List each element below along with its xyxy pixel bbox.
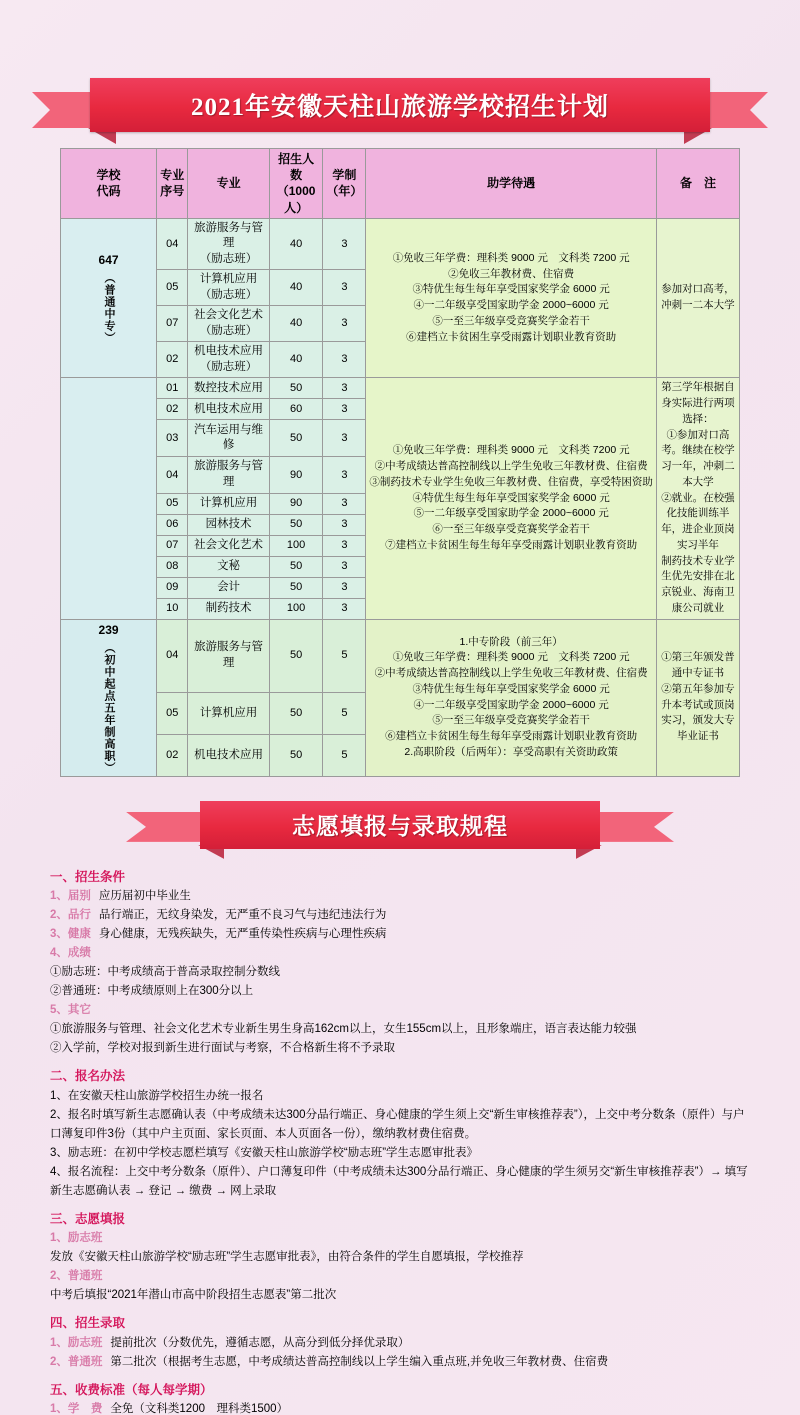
- note-line: 第三学年根据自身实际进行两项选择：: [661, 381, 735, 425]
- school-code-number: 647: [98, 252, 119, 267]
- cell-years: 3: [323, 378, 366, 399]
- aid-line: ⑥一至三年级享受竞赛奖学金若干: [432, 523, 590, 536]
- cell-major: 机电技术应用 （励志班）: [188, 342, 269, 378]
- cell-major-no: 02: [157, 342, 188, 378]
- table-row: [61, 619, 740, 692]
- rule-item-text: 身心健康，无残疾缺失，无严重传染性疾病与心理性疾病: [98, 928, 387, 941]
- cell-enroll: 40: [269, 218, 323, 270]
- cell-major-no: 03: [157, 420, 188, 457]
- rule-item-text: 全免（文科类1200 理科类1500）: [110, 1403, 289, 1415]
- cell-enroll: 100: [269, 535, 323, 556]
- rule-item: [50, 906, 750, 925]
- aid-line: ②免收三年教材费、住宿费: [448, 267, 575, 280]
- rule-item-label: 4、成绩: [50, 947, 91, 960]
- section-3-items: [50, 1229, 750, 1305]
- cell-enroll: 100: [269, 598, 323, 619]
- cell-years: 3: [323, 457, 366, 494]
- cell-major-no: 07: [157, 535, 188, 556]
- cell-major: 会计: [188, 577, 269, 598]
- aid-line: ④特优生每生每年享受国家奖学金 6000 元: [412, 491, 610, 504]
- enrollment-plan-table-wrap: [60, 148, 740, 777]
- th-enroll-label: 招生人数 （1000 人）: [276, 152, 316, 215]
- rule-item-text: 提前批次（分数优先，遵循志愿，从高分到低分择优录取）: [110, 1336, 410, 1349]
- th-major-no-label: 专业 序号: [160, 168, 185, 199]
- th-school-code-label: 学校 代码: [96, 168, 121, 199]
- cell-years: 5: [323, 693, 366, 735]
- th-years: [323, 149, 366, 219]
- cell-school-code: [61, 218, 157, 378]
- plan-title: 2021年安徽天柱山旅游学校招生计划: [190, 94, 609, 121]
- section-4-items: [50, 1334, 750, 1372]
- aid-line: ①免收三年学费：理科类 9000 元 文科类 7200 元: [392, 651, 630, 664]
- cell-years: 3: [323, 218, 366, 270]
- rule-item: [50, 925, 750, 944]
- cell-enroll: 60: [269, 399, 323, 420]
- cell-enroll: 50: [269, 577, 323, 598]
- note-line: 制药技术专业学生优先安排在北京锐业、海南卫康公司就业: [661, 554, 735, 614]
- aid-line: ③制药技术专业学生免收三年教材费、住宿费，享受特困资助: [369, 475, 653, 488]
- aid-line: ①免收三年学费：理科类 9000 元 文科类 7200 元: [392, 251, 630, 264]
- cell-major: 文秘: [188, 556, 269, 577]
- cell-major: 旅游服务与管理: [188, 457, 269, 494]
- rules-banner: [200, 801, 600, 849]
- note-line: 参加对口高考，冲刺一二本大学: [661, 283, 735, 312]
- plan-banner: [90, 78, 710, 132]
- section-2-heading: 二、报名办法: [50, 1069, 126, 1084]
- rule-item-label: 5、其它: [50, 1004, 91, 1017]
- cell-note: [656, 619, 739, 776]
- section-2-items: [50, 1087, 750, 1201]
- cell-major: 社会文化艺术: [188, 535, 269, 556]
- rule-item: [50, 1334, 750, 1353]
- rule-line: 3、励志班：在初中学校志愿栏填写《安徽天柱山旅游学校“励志班”学生志愿审批表》: [50, 1146, 479, 1159]
- aid-line: ③特优生每生每年享受国家奖学金 6000 元: [412, 682, 610, 695]
- cell-enroll: 50: [269, 514, 323, 535]
- aid-line: ③特优生每生每年享受国家奖学金 6000 元: [412, 283, 610, 296]
- cell-major: 计算机应用: [188, 493, 269, 514]
- cell-major: 社会文化艺术 （励志班）: [188, 306, 269, 342]
- cell-years: 3: [323, 535, 366, 556]
- rule-item-label: 2、品行: [50, 909, 91, 922]
- th-note: [656, 149, 739, 219]
- cell-note: [656, 218, 739, 378]
- cell-major: 机电技术应用: [188, 734, 269, 776]
- cell-years: 3: [323, 493, 366, 514]
- aid-line: ④一二年级享受国家助学金 2000~6000 元: [413, 299, 609, 312]
- ribbon2-tail-right: [588, 812, 674, 842]
- section-5-heading: 五、收费标准（每人每学期）: [50, 1382, 213, 1397]
- cell-major: 旅游服务与管理 （励志班）: [188, 218, 269, 270]
- rule-subheading: 1、励志班: [50, 1232, 103, 1245]
- aid-line: ②中考成绩达普高控制线以上学生免收三年教材费、住宿费: [374, 667, 648, 680]
- rule-line: ②入学前，学校对报到新生进行面试与考察，不合格新生将不予录取: [50, 1042, 395, 1055]
- cell-enroll: 50: [269, 556, 323, 577]
- rule-item: [50, 1353, 750, 1372]
- cell-major: 计算机应用: [188, 693, 269, 735]
- rule-item-text: 品行端正，无纹身染发，无严重不良习气与违纪违法行为: [98, 909, 387, 922]
- cell-major-no: 07: [157, 306, 188, 342]
- cell-major-no: 09: [157, 577, 188, 598]
- aid-line: ⑦建档立卡贫困生每生每年享受雨露计划职业教育资助: [385, 538, 638, 551]
- table-row: [61, 378, 740, 399]
- cell-enroll: 50: [269, 693, 323, 735]
- rule-line: 中考后填报“2021年潜山市高中阶段招生志愿表”第二批次: [50, 1289, 337, 1302]
- rule-line: 2、报名时填写新生志愿确认表（中考成绩未达300分品行端正、身心健康的学生须上交“新生审核推荐表”），上交中考分数条（原件）与户口薄复印件3份（其中户主页面、家长页面、本人页面各一份），缴纳教材费住宿费。: [50, 1108, 745, 1140]
- cell-major-no: 02: [157, 734, 188, 776]
- rule-item-label: 2、普通班: [50, 1355, 103, 1368]
- cell-enroll: 50: [269, 619, 323, 692]
- school-code-number: 239: [98, 622, 119, 637]
- th-aid-label: 助学待遇: [487, 176, 536, 191]
- cell-major-no: 10: [157, 598, 188, 619]
- rules-section: [50, 867, 750, 1415]
- cell-enroll: 50: [269, 734, 323, 776]
- rule-line: 1、在安徽天柱山旅游学校招生办统一报名: [50, 1089, 264, 1102]
- cell-major: 园林技术: [188, 514, 269, 535]
- rule-item: [50, 944, 750, 963]
- cell-major: 汽车运用与维修: [188, 420, 269, 457]
- cell-enroll: 50: [269, 378, 323, 399]
- cell-aid: [366, 619, 657, 776]
- cell-enroll: 40: [269, 306, 323, 342]
- rule-item-text: 应历届初中毕业生: [98, 890, 191, 903]
- section-1-heading: 一、招生条件: [50, 869, 126, 884]
- rules-banner-body: [200, 801, 600, 849]
- cell-years: 3: [323, 556, 366, 577]
- cell-years: 3: [323, 598, 366, 619]
- cell-years: 3: [323, 342, 366, 378]
- note-line: ②就业。在校强化技能训练半年，进企业顶岗实习半年: [661, 491, 735, 551]
- th-aid: [366, 149, 657, 219]
- rule-subheading: 2、普通班: [50, 1270, 103, 1283]
- th-major: [188, 149, 269, 219]
- th-school-code: [61, 149, 157, 219]
- th-major-label: 专业: [216, 176, 241, 191]
- cell-years: 3: [323, 270, 366, 306]
- rule-item-label: 1、学 费: [50, 1403, 103, 1415]
- cell-major: 数控技术应用: [188, 378, 269, 399]
- aid-line: ⑥建档立卡贫困生享受雨露计划职业教育资助: [406, 330, 617, 343]
- cell-major-no: 05: [157, 693, 188, 735]
- rule-item: [50, 887, 750, 906]
- cell-years: 3: [323, 306, 366, 342]
- cell-major-no: 02: [157, 399, 188, 420]
- section-1-items: [50, 887, 750, 1058]
- cell-major-no: 05: [157, 270, 188, 306]
- note-line: ①参加对口高考。继续在校学习一年，冲刺二本大学: [661, 428, 735, 488]
- cell-major: 计算机应用 （励志班）: [188, 270, 269, 306]
- cell-major-no: 08: [157, 556, 188, 577]
- section-3-heading: 三、志愿填报: [50, 1211, 126, 1226]
- rule-line: ①励志班：中考成绩高于普高录取控制分数线: [50, 966, 280, 979]
- rule-item-label: 3、健康: [50, 928, 91, 941]
- rule-item-label: 1、届别: [50, 890, 91, 903]
- cell-enroll: 90: [269, 493, 323, 514]
- cell-years: 3: [323, 577, 366, 598]
- cell-enroll: 90: [269, 457, 323, 494]
- cell-note: [656, 378, 739, 619]
- cell-major-no: 05: [157, 493, 188, 514]
- cell-years: 3: [323, 399, 366, 420]
- cell-major-no: 04: [157, 457, 188, 494]
- th-major-no: [157, 149, 188, 219]
- cell-aid: [366, 378, 657, 619]
- cell-major-no: 04: [157, 619, 188, 692]
- note-line: ②第五年参加专升本考试或顶岗实习，颁发大专毕业证书: [661, 682, 735, 743]
- cell-major: 制药技术: [188, 598, 269, 619]
- cell-enroll: 40: [269, 270, 323, 306]
- cell-aid: [366, 218, 657, 378]
- th-years-label: 学制 （年）: [326, 168, 363, 199]
- cell-major: 旅游服务与管理: [188, 619, 269, 692]
- aid-line: ①免收三年学费：理科类 9000 元 文科类 7200 元: [392, 444, 630, 457]
- aid-line: ⑤一至三年级享受竞赛奖学金若干: [432, 714, 590, 727]
- enrollment-plan-table: [60, 148, 740, 777]
- th-enroll: [269, 149, 323, 219]
- table-body: [61, 218, 740, 776]
- cell-enroll: 50: [269, 420, 323, 457]
- aid-line: ④一二年级享受国家助学金 2000~6000 元: [413, 698, 609, 711]
- aid-line: ②中考成绩达普高控制线以上学生免收三年教材费、住宿费: [374, 460, 648, 473]
- rule-item: [50, 1400, 750, 1415]
- rule-item-text: 第二批次（根据考生志愿，中考成绩达普高控制线以上学生编入重点班,并免收三年教材费、住宿费: [110, 1355, 609, 1368]
- school-code-type: （初中起点五年制高职）: [102, 641, 115, 774]
- rule-item: [50, 1001, 750, 1020]
- cell-major-no: 06: [157, 514, 188, 535]
- page-root: [0, 78, 800, 1415]
- aid-line: ⑤一二年级享受国家助学金 2000~6000 元: [413, 507, 609, 520]
- cell-years: 5: [323, 734, 366, 776]
- note-line: ①第三年颁发普通中专证书: [661, 651, 735, 680]
- plan-banner-body: [90, 78, 710, 132]
- cell-school-code: [61, 378, 157, 619]
- table-row: [61, 218, 740, 270]
- table-header-row: [61, 149, 740, 219]
- aid-line: 1.中专阶段（前三年）: [459, 635, 563, 648]
- section-5-items: [50, 1400, 750, 1415]
- cell-major-no: 01: [157, 378, 188, 399]
- rule-line: ①旅游服务与管理、社会文化艺术专业新生男生身高162cm以上，女生155cm以上，且形象端庄，语言表达能力较强: [50, 1023, 637, 1036]
- school-code-type: （普通中专）: [102, 272, 115, 345]
- cell-years: 3: [323, 514, 366, 535]
- cell-school-code: [61, 619, 157, 776]
- rules-title: 志愿填报与录取规程: [292, 814, 508, 840]
- rule-line: 发放《安徽天柱山旅游学校“励志班”学生志愿审批表》，由符合条件的学生自愿填报，学校推荐: [50, 1251, 524, 1264]
- aid-line: 2.高职阶段（后两年）：享受高职有关资助政策: [404, 745, 618, 758]
- cell-major: 机电技术应用: [188, 399, 269, 420]
- cell-major-no: 04: [157, 218, 188, 270]
- rule-line: 4、报名流程：上交中考分数条（原件）、户口薄复印件（中考成绩未达300分品行端正、身心健康的学生须另交“新生审核推荐表”）→ 填写新生志愿确认表 → 登记 → 缴费 → 网上录取: [50, 1165, 748, 1197]
- cell-years: 3: [323, 420, 366, 457]
- cell-enroll: 40: [269, 342, 323, 378]
- aid-line: ⑥建档立卡贫困生每生每年享受雨露计划职业教育资助: [385, 730, 638, 743]
- cell-years: 5: [323, 619, 366, 692]
- rule-line: ②普通班：中考成绩原则上在300分以上: [50, 985, 254, 998]
- aid-line: ⑤一至三年级享受竞赛奖学金若干: [432, 314, 590, 327]
- th-note-label: 备 注: [679, 176, 716, 191]
- section-4-heading: 四、招生录取: [50, 1316, 126, 1331]
- rule-item-label: 1、励志班: [50, 1336, 103, 1349]
